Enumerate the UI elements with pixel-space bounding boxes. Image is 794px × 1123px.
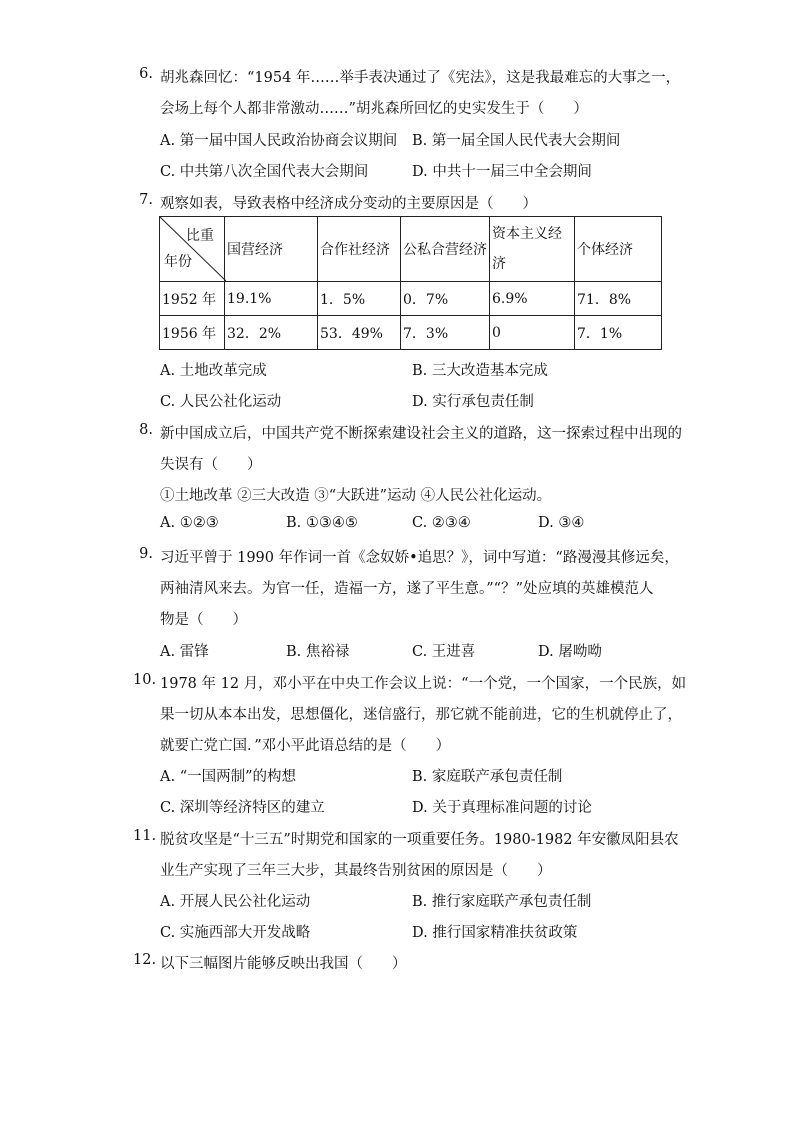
question-number: 10.	[133, 672, 157, 688]
table-header: 公私合营经济	[401, 217, 490, 282]
table-corner-cell	[160, 217, 225, 282]
option-d[interactable]: D. 推行国家精准扶贫政策	[412, 925, 578, 941]
table-header: 个体经济	[575, 217, 662, 282]
corner-top-label: 比重	[186, 228, 214, 244]
question-text: 1978 年 12 月，邓小平在中央工作会议上说：“一个党，一个国家，一个民族，如	[160, 676, 687, 692]
question-number: 11.	[133, 828, 157, 844]
question-text: 观察如表，导致表格中经济成分变动的主要原因是（ ）	[160, 196, 537, 212]
table-row	[160, 282, 662, 316]
option-c[interactable]: C. 王进喜	[412, 644, 476, 660]
table-cell: 19.1%	[225, 282, 318, 316]
table-header: 资本主义经济	[490, 217, 575, 282]
option-c[interactable]: C. ②③④	[412, 515, 471, 531]
table-header: 国营经济	[225, 217, 318, 282]
question-text: 新中国成立后，中国共产党不断探索建设社会主义的道路，这一探索过程中出现的	[160, 426, 682, 442]
option-d[interactable]: D. ③④	[538, 515, 585, 531]
option-c[interactable]: C. 人民公社化运动	[160, 394, 282, 410]
option-d[interactable]: D. 中共十一届三中全会期间	[412, 164, 592, 180]
option-c[interactable]: C. 深圳等经济特区的建立	[160, 800, 325, 816]
option-c[interactable]: C. 中共第八次全国代表大会期间	[160, 164, 369, 180]
table-cell: 0．7%	[401, 282, 490, 316]
option-d[interactable]: D. 实行承包责任制	[412, 394, 534, 410]
table-cell: 1956 年	[160, 316, 225, 350]
option-a[interactable]: A. 第一届中国人民政治协商会议期间	[160, 133, 398, 149]
question-number: 6.	[139, 66, 153, 82]
option-d[interactable]: D. 关于真理标准问题的讨论	[412, 800, 592, 816]
option-b[interactable]: B. 第一届全国人民代表大会期间	[412, 133, 621, 149]
option-d[interactable]: D. 屠呦呦	[538, 644, 602, 660]
economy-table	[159, 216, 662, 350]
question-text: ①土地改革 ②三大改造 ③“大跃进”运动 ④人民公社化运动。	[160, 488, 552, 504]
table-cell: 1．5%	[318, 282, 401, 316]
table-row	[160, 316, 662, 350]
question-text: 失误有（ ）	[160, 457, 262, 473]
option-b[interactable]: B. 家庭联产承包责任制	[412, 769, 563, 785]
question-text: 业生产实现了三年三大步，其最终告别贫困的原因是（ ）	[160, 863, 552, 879]
option-c[interactable]: C. 实施西部大开发战略	[160, 925, 311, 941]
option-a[interactable]: A. 开展人民公社化运动	[160, 894, 311, 910]
question-text: 以下三幅图片能够反映出我国（ ）	[160, 956, 407, 972]
table-cell: 7．3%	[401, 316, 490, 350]
question-text: 两袖清风来去。为官一任，造福一方，遂了平生意。”“？”处应填的英雄模范人	[160, 581, 654, 597]
question-text: 果一切从本本出发，思想僵化，迷信盛行，那它就不能前进，它的生机就停止了，	[160, 707, 682, 723]
table-cell: 7．1%	[575, 316, 662, 350]
option-b[interactable]: B. 推行家庭联产承包责任制	[412, 894, 592, 910]
option-a[interactable]: A. “一国两制”的构想	[160, 769, 297, 785]
table-cell: 32．2%	[225, 316, 318, 350]
question-number: 9.	[139, 546, 153, 562]
table-cell: 71．8%	[575, 282, 662, 316]
table-header-row	[160, 217, 662, 282]
option-a[interactable]: A. ①②③	[160, 515, 219, 531]
question-text: 胡兆森回忆：“1954 年……举手表决通过了《宪法》，这是我最难忘的大事之一，	[160, 70, 681, 86]
option-b[interactable]: B. 三大改造基本完成	[412, 363, 548, 379]
option-b[interactable]: B. 焦裕禄	[286, 644, 350, 660]
question-number: 8.	[139, 422, 153, 438]
option-a[interactable]: A. 雷锋	[160, 644, 209, 660]
question-text: 就要亡党亡国．”邓小平此语总结的是（ ）	[160, 738, 451, 754]
question-text: 物是（ ）	[160, 612, 247, 628]
table-header: 合作社经济	[318, 217, 401, 282]
table-cell: 6.9%	[490, 282, 575, 316]
option-b[interactable]: B. ①③④⑤	[286, 515, 358, 531]
question-text: 习近平曾于 1990 年作词一首《念奴娇•追思？》，词中写道：“路漫漫其修远矣，	[160, 550, 679, 566]
question-text: 会场上每个人都非常激动……”胡兆森所回忆的史实发生于（ ）	[160, 101, 588, 117]
question-number: 7.	[139, 192, 153, 208]
question-text: 脱贫攻坚是“十三五”时期党和国家的一项重要任务。1980-1982 年安徽凤阳县农	[160, 832, 679, 848]
table-cell: 1952 年	[160, 282, 225, 316]
corner-bottom-label: 年份	[164, 254, 192, 270]
option-a[interactable]: A. 土地改革完成	[160, 363, 267, 379]
table-cell: 53．49%	[318, 316, 401, 350]
question-number: 12.	[133, 952, 157, 968]
table-cell: 0	[490, 316, 575, 350]
